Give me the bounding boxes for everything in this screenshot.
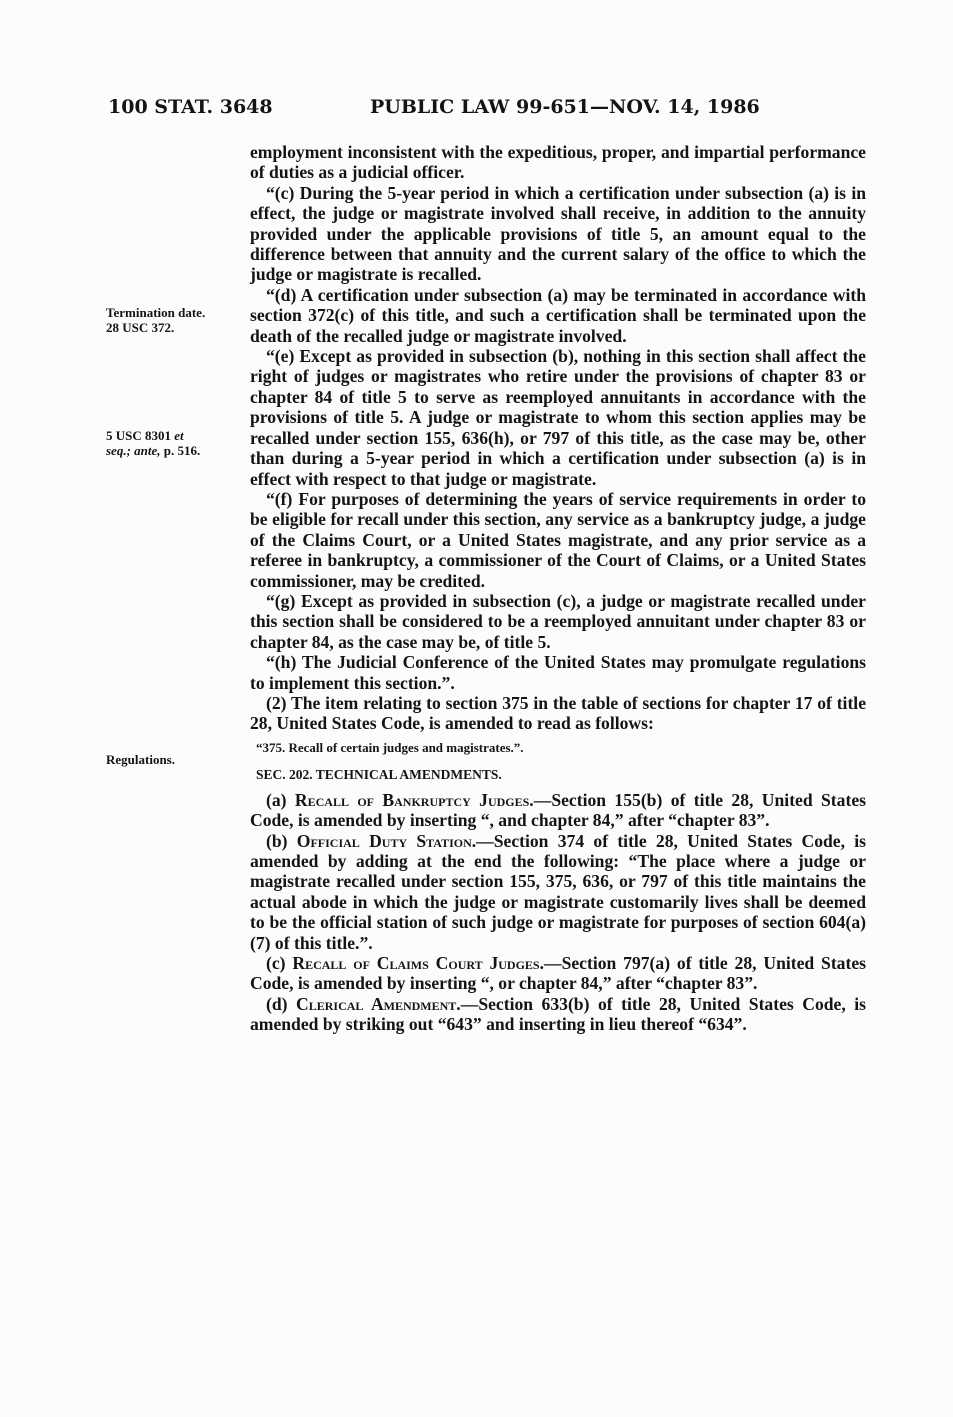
amendment-a-text: —Section 155(b) of title 28, United States Code, is amended by inserting “, and chapter 84,” after “chapter 83”. xyxy=(250,789,866,831)
paragraph-amendment-d xyxy=(250,994,866,1035)
amendment-b-text: —Section 374 of title 28, United States Code, is amended by adding at the end the following: “The place where a judge or magistrate recalled under section 155, 375, 636, or 797 of this title maintains the actual abode in which the judge or magistrate customarily lives shall be deemed to be the official station of such judge or magistrate for purposes of section 604(a)(7) of this title.”. xyxy=(250,830,866,953)
paragraph-subsection-f: “(f) For purposes of determining the years of service requirements in order to be eligible for recall under this section, any service as a bankruptcy judge, a judge of the Claims Court, or a United States magistrate, and any prior service as a referee in bankruptcy, a commissioner of the Court of Claims, or a United States commissioner, may be credited. xyxy=(250,488,866,591)
table-of-sections-item: “375. Recall of certain judges and magistrates.”. xyxy=(256,739,524,755)
margin-note-usc-5-page: p. 516. xyxy=(163,443,201,458)
paragraph-subsection-h: “(h) The Judicial Conference of the United States may promulgate regulations to implement this section.”. xyxy=(250,652,866,693)
margin-note-usc-5 xyxy=(106,428,236,458)
margin-note-regulations-label: Regulations. xyxy=(106,752,175,767)
amendment-b-lead: (b) xyxy=(266,830,297,851)
margin-note-usc-5-et: et xyxy=(174,428,184,443)
amendment-a-caption: Recall of Bankruptcy Judges. xyxy=(294,789,534,810)
amendment-d-lead: (d) xyxy=(266,993,297,1014)
paragraph-subsection-c: “(c) During the 5-year period in which a certification under subsection (a) is in effect, the judge or magistrate involved shall receive, in addition to the annuity provided under the applicable provisions of title 5, an amount equal to the difference between that annuity and the current salary of the office to which the judge or magistrate is recalled. xyxy=(250,182,866,285)
margin-note-usc-5-cite: 5 USC 8301 xyxy=(106,428,172,443)
amendment-d-text: —Section 633(b) of title 28, United States Code, is amended by striking out “643” and inserting in lieu thereof “634”. xyxy=(250,993,866,1035)
stat-page-number: 100 STAT. 3648 xyxy=(108,96,273,118)
page-header xyxy=(108,96,808,126)
public-law-title: PUBLIC LAW 99-651—NOV. 14, 1986 xyxy=(370,96,760,118)
amendment-c-lead: (c) xyxy=(266,953,293,974)
amendment-b-caption: Official Duty Station. xyxy=(296,830,477,851)
margin-note-termination-cite: 28 USC 372. xyxy=(106,320,175,335)
amendment-c-caption: Recall of Claims Court Judges. xyxy=(292,953,544,974)
paragraph-amendment-b xyxy=(250,831,866,953)
margin-note-termination xyxy=(106,305,236,335)
paragraph-subsection-d: “(d) A certification under subsection (a) may be terminated in accordance with section 372(c) of this title, and such a certification shall be terminated upon the death of the recalled judge or magistrate involved. xyxy=(250,284,866,346)
body-text xyxy=(250,142,866,1035)
paragraph-table-amendment: (2) The item relating to section 375 in the table of sections for chapter 17 of title 28, United States Code, is amended to read as follows: xyxy=(250,692,866,734)
paragraph-subsection-g: “(g) Except as provided in subsection (c), a judge or magistrate recalled under this section shall be considered to be a reemployed annuitant under chapter 83 or chapter 84, as the case may be, of title 5. xyxy=(250,590,866,652)
paragraph-continuation: employment inconsistent with the expeditious, proper, and impartial performance of duties as a judicial officer. xyxy=(250,142,866,183)
paragraph-amendment-a xyxy=(250,790,866,831)
paragraph-subsection-e: “(e) Except as provided in subsection (b), nothing in this section shall affect the right of judges or magistrates who retire under the provisions of chapter 83 or chapter 84 of title 5 to serve as reemployed annuitants in accordance with the provisions of title 5. A judge or magistrate to whom this section applies may be recalled under section 155, 636(h), or 797 of this title, as the case may be, other than during a 5-year period in which a certification under subsection (a) is in effect with respect to that judge or magistrate. xyxy=(250,346,866,489)
amendment-a-lead: (a) xyxy=(266,789,295,810)
amendment-c-text: —Section 797(a) of title 28, United States Code, is amended by inserting “, or chapter 84,” after “chapter 83”. xyxy=(250,953,866,994)
margin-note-usc-5-ante: ante, xyxy=(134,443,161,458)
paragraph-amendment-c xyxy=(250,953,866,994)
section-heading: SEC. 202. TECHNICAL AMENDMENTS. xyxy=(256,766,502,782)
margin-note-usc-5-seq: seq.; xyxy=(106,443,131,458)
margin-note-termination-label: Termination date. xyxy=(106,305,206,320)
amendment-d-caption: Clerical Amendment. xyxy=(296,993,461,1014)
margin-note-regulations xyxy=(106,752,236,767)
